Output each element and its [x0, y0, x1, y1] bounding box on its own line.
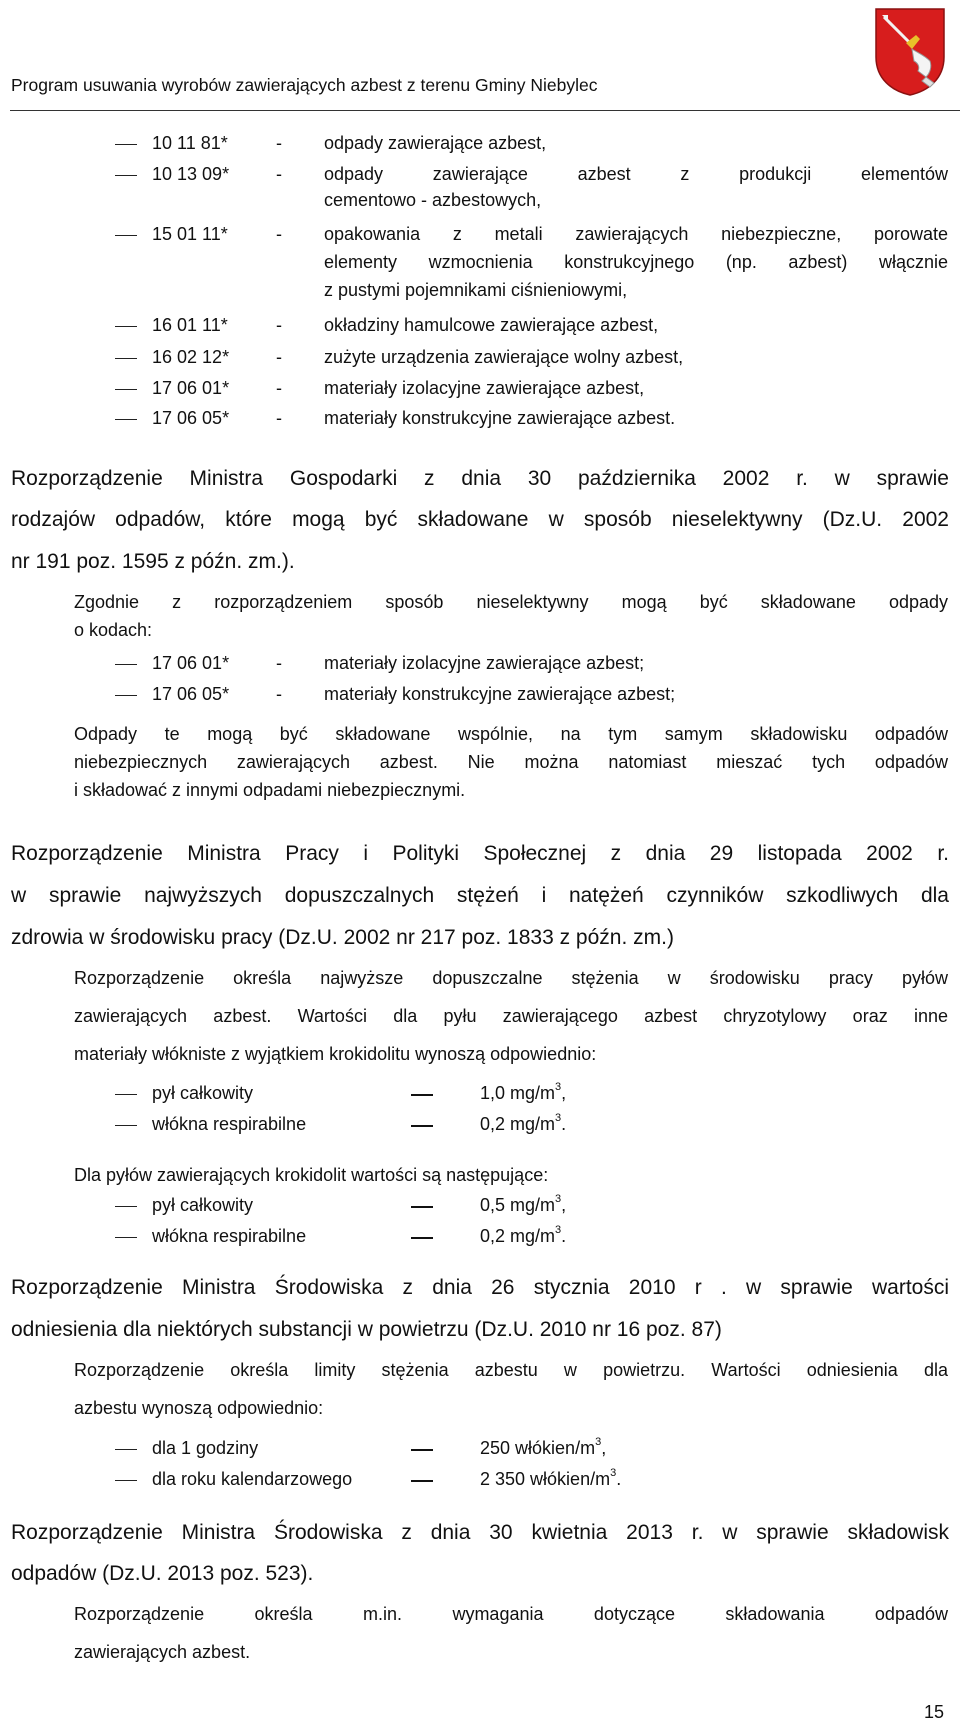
dash-bullet: [115, 664, 137, 665]
parameter-value: [480, 1083, 566, 1104]
waste-code: 15 01 11*: [152, 224, 228, 244]
parameter-value: [480, 1469, 621, 1490]
regulation-heading: Rozporządzenie Ministra Gospodarki z dnia 30 października 2002 r. w sprawie: [11, 467, 949, 490]
separator: -: [276, 408, 282, 428]
dash-bullet: [115, 695, 137, 696]
unit-exponent: 3: [610, 1467, 617, 1479]
parameter-name: pył całkowity: [152, 1195, 254, 1215]
separator: -: [276, 684, 282, 704]
dash-bullet: [115, 1125, 137, 1126]
dash-bullet: [115, 1094, 137, 1095]
separator: -: [276, 224, 282, 244]
value-text: 2 350 włókien/m: [480, 1469, 611, 1489]
paragraph-line: Dla pyłów zawierających krokidolit wartości są następujące:: [74, 1165, 549, 1185]
long-dash: [411, 1094, 433, 1096]
value-text: 0,5 mg/m: [480, 1195, 556, 1215]
long-dash: [411, 1480, 433, 1482]
waste-description: elementy wzmocnienia konstrukcyjnego (np. azbest) włącznie: [324, 252, 948, 272]
parameter-name: dla 1 godziny: [152, 1438, 259, 1458]
unit-exponent: 3: [555, 1224, 562, 1236]
waste-code: 10 13 09*: [152, 164, 230, 184]
waste-code: 16 01 11*: [152, 315, 228, 335]
long-dash: [411, 1125, 433, 1127]
waste-code: 16 02 12*: [152, 347, 230, 367]
value-text: 0,2 mg/m: [480, 1226, 556, 1246]
paragraph-line: zawierających azbest. Wartości dla pyłu zawierającego azbest chryzotylowy oraz inne: [74, 1006, 948, 1026]
regulation-heading: Rozporządzenie Ministra Środowiska z dnia 30 kwietnia 2013 r. w sprawie składowisk: [11, 1521, 949, 1544]
paragraph-line: zawierających azbest.: [74, 1642, 251, 1662]
dash-bullet: [115, 1206, 137, 1207]
regulation-heading: Rozporządzenie Ministra Pracy i Polityki Społecznej z dnia 29 listopada 2002 r.: [11, 842, 949, 865]
separator: -: [276, 315, 282, 335]
page-number: 15: [924, 1702, 945, 1722]
unit-exponent: 3: [595, 1436, 602, 1448]
waste-description: opakowania z metali zawierających niebezpieczne, porowate: [324, 224, 948, 244]
paragraph-line: i składować z innymi odpadami niebezpiecznymi.: [74, 780, 466, 800]
waste-description: cementowo - azbestowych,: [324, 190, 542, 210]
waste-description: odpady zawierające azbest,: [324, 133, 547, 153]
punctuation: ,: [561, 1083, 567, 1103]
paragraph-line: Zgodnie z rozporządzeniem sposób nieselektywny mogą być składowane odpady: [74, 592, 948, 612]
parameter-value: [480, 1438, 606, 1459]
waste-description: zużyte urządzenia zawierające wolny azbest,: [324, 347, 684, 367]
dash-bullet: [115, 326, 137, 327]
parameter-name: pył całkowity: [152, 1083, 254, 1103]
waste-description: materiały izolacyjne zawierające azbest,: [324, 378, 645, 398]
unit-exponent: 3: [555, 1081, 562, 1093]
punctuation: .: [561, 1226, 567, 1246]
paragraph-line: Rozporządzenie określa m.in. wymagania dotyczące składowania odpadów: [74, 1604, 948, 1624]
long-dash: [411, 1206, 433, 1208]
waste-code: 17 06 05*: [152, 684, 230, 704]
parameter-name: dla roku kalendarzowego: [152, 1469, 353, 1489]
waste-description: odpady zawierające azbest z produkcji elementów: [324, 164, 948, 184]
separator: -: [276, 133, 282, 153]
header-title: Program usuwania wyrobów zawierających azbest z terenu Gminy Niebylec: [11, 75, 598, 95]
waste-code: 17 06 05*: [152, 408, 230, 428]
punctuation: ,: [601, 1438, 607, 1458]
dash-bullet: [115, 419, 137, 420]
dash-bullet: [115, 175, 137, 176]
punctuation: .: [561, 1114, 567, 1134]
long-dash: [411, 1237, 433, 1239]
parameter-name: włókna respirabilne: [152, 1226, 307, 1246]
dash-bullet: [115, 144, 137, 145]
dash-bullet: [115, 1237, 137, 1238]
waste-code: 10 11 81*: [152, 133, 228, 153]
waste-description: okładziny hamulcowe zawierające azbest,: [324, 315, 659, 335]
regulation-heading: w sprawie najwyższych dopuszczalnych stężeń i natężeń czynników szkodliwych dla: [11, 884, 949, 907]
parameter-value: [480, 1226, 566, 1247]
coat-of-arms-icon: [872, 5, 948, 97]
header-rule: [10, 110, 960, 111]
dash-bullet: [115, 1449, 137, 1450]
parameter-name: włókna respirabilne: [152, 1114, 307, 1134]
paragraph-line: azbestu wynoszą odpowiednio:: [74, 1398, 324, 1418]
dash-bullet: [115, 1480, 137, 1481]
punctuation: ,: [561, 1195, 567, 1215]
regulation-heading: odpadów (Dz.U. 2013 poz. 523).: [11, 1562, 314, 1585]
regulation-heading: rodzajów odpadów, które mogą być składowane w sposób nieselektywny (Dz.U. 2002: [11, 508, 949, 531]
unit-exponent: 3: [555, 1112, 562, 1124]
value-text: 1,0 mg/m: [480, 1083, 556, 1103]
waste-description: materiały konstrukcyjne zawierające azbest;: [324, 684, 676, 704]
dash-bullet: [115, 358, 137, 359]
separator: -: [276, 378, 282, 398]
regulation-heading: zdrowia w środowisku pracy (Dz.U. 2002 nr 217 poz. 1833 z późn. zm.): [11, 926, 674, 949]
waste-description: materiały konstrukcyjne zawierające azbest.: [324, 408, 676, 428]
separator: -: [276, 653, 282, 673]
separator: -: [276, 347, 282, 367]
regulation-heading: odniesienia dla niektórych substancji w powietrzu (Dz.U. 2010 nr 16 poz. 87): [11, 1318, 722, 1341]
waste-code: 17 06 01*: [152, 653, 230, 673]
unit-exponent: 3: [555, 1193, 562, 1205]
parameter-value: [480, 1195, 566, 1216]
paragraph-line: niebezpiecznych zawierających azbest. Nie można natomiast mieszać tych odpadów: [74, 752, 948, 772]
waste-code: 17 06 01*: [152, 378, 230, 398]
parameter-value: [480, 1114, 566, 1135]
long-dash: [411, 1449, 433, 1451]
paragraph-line: Rozporządzenie określa limity stężenia azbestu w powietrzu. Wartości odniesienia dla: [74, 1360, 948, 1380]
value-text: 250 włókien/m: [480, 1438, 596, 1458]
separator: -: [276, 164, 282, 184]
paragraph-line: o kodach:: [74, 620, 153, 640]
waste-description: z pustymi pojemnikami ciśnieniowymi,: [324, 280, 628, 300]
dash-bullet: [115, 235, 137, 236]
regulation-heading: Rozporządzenie Ministra Środowiska z dnia 26 stycznia 2010 r . w sprawie wartości: [11, 1276, 949, 1299]
paragraph-line: Rozporządzenie określa najwyższe dopuszczalne stężenia w środowisku pracy pyłów: [74, 968, 948, 988]
paragraph-line: materiały włókniste z wyjątkiem krokidolitu wynoszą odpowiednio:: [74, 1044, 597, 1064]
value-text: 0,2 mg/m: [480, 1114, 556, 1134]
punctuation: .: [616, 1469, 622, 1489]
regulation-heading: nr 191 poz. 1595 z późn. zm.).: [11, 550, 295, 573]
waste-description: materiały izolacyjne zawierające azbest;: [324, 653, 645, 673]
dash-bullet: [115, 389, 137, 390]
paragraph-line: Odpady te mogą być składowane wspólnie, na tym samym składowisku odpadów: [74, 724, 948, 744]
